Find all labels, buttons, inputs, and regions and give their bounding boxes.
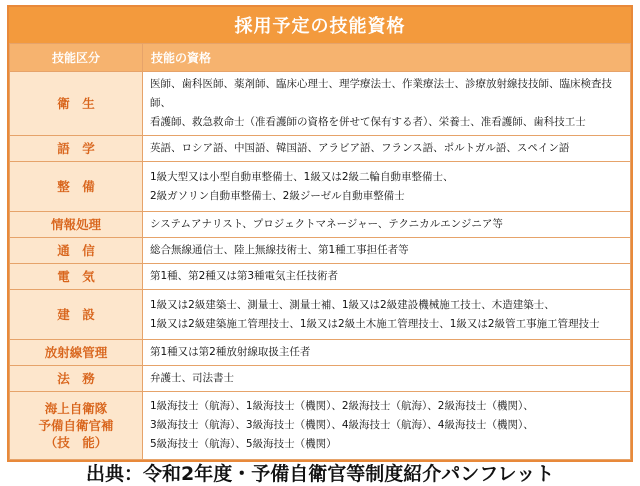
row-qualifications: 弁護士、司法書士 [143, 366, 631, 392]
row-qualifications: 英語、ロシア語、中国語、韓国語、アラビア語、フランス語、ポルトガル語、スペイン語 [143, 136, 631, 162]
table-row [10, 366, 631, 392]
table-row [10, 238, 631, 264]
table-row [10, 212, 631, 238]
qualifications-table-frame [7, 5, 633, 462]
row-category: 衛 生 [10, 72, 143, 136]
row-category: 整 備 [10, 162, 143, 212]
table-row [10, 72, 631, 136]
row-category: 情報処理 [10, 212, 143, 238]
qualifications-table [9, 43, 631, 460]
header-qualifications: 技能の資格 [143, 44, 631, 72]
table-row [10, 340, 631, 366]
row-category: 語 学 [10, 136, 143, 162]
table-row [10, 264, 631, 290]
table-row [10, 162, 631, 212]
row-category: 通 信 [10, 238, 143, 264]
header-row [10, 44, 631, 72]
table-row [10, 290, 631, 340]
row-qualifications: 1級海技士（航海）、1級海技士（機関）、2級海技士（航海）、2級海技士（機関）、 3級海技士（航海）、3級海技士（機関）、4級海技士（航海）、4級海技士（機関）、 5級海技士（航海）、5級海技士（機関） [143, 392, 631, 460]
row-category: 建 設 [10, 290, 143, 340]
row-category: 電 気 [10, 264, 143, 290]
table-row [10, 136, 631, 162]
row-category: 海上自衛隊 予備自衛官補 （技 能） [10, 392, 143, 460]
row-qualifications: 第1種又は第2種放射線取扱主任者 [143, 340, 631, 366]
row-category: 放射線管理 [10, 340, 143, 366]
row-qualifications: 1級又は2級建築士、測量士、測量士補、1級又は2級建設機械施工技士、木造建築士、 1級又は2級建築施工管理技士、1級又は2級土木施工管理技士、1級又は2級管工事施工管理技士 [143, 290, 631, 340]
row-category: 法 務 [10, 366, 143, 392]
row-qualifications: 総合無線通信士、陸上無線技術士、第1種工事担任者等 [143, 238, 631, 264]
header-category: 技能区分 [10, 44, 143, 72]
table-row [10, 392, 631, 460]
row-qualifications: 第1種、第2種又は第3種電気主任技術者 [143, 264, 631, 290]
row-qualifications: システムアナリスト、プロジェクトマネージャー、テクニカルエンジニア等 [143, 212, 631, 238]
row-qualifications: 医師、歯科医師、薬剤師、臨床心理士、理学療法士、作業療法士、診療放射線技技師、臨床検査技師、 看護師、救急救命士（准看護師の資格を併せて保有する者）、栄養士、准看護師、歯科技工士 [143, 72, 631, 136]
source-caption: 出典：令和2年度・予備自衛官等制度紹介パンフレット [86, 463, 555, 485]
table-title: 採用予定の技能資格 [9, 7, 631, 43]
row-qualifications: 1級大型又は小型自動車整備士、1級又は2級二輪自動車整備士、 2級ガソリン自動車整備士、2級ジーゼル自動車整備士 [143, 162, 631, 212]
